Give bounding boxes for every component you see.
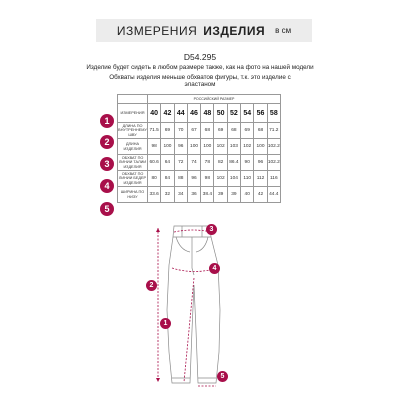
table-cell: 86.4 <box>227 155 240 171</box>
table-cell: 110 <box>241 171 254 187</box>
elastane-note-line1: Обхваты изделия меньше обхватов фигуры, т.к. это изделие с <box>109 74 291 81</box>
figure-marker-2: 2 <box>146 280 157 291</box>
inseam-measure-line <box>184 278 194 382</box>
row-label: ШИРИНА ПО НИЗУ <box>118 187 148 203</box>
table-cell: 72 <box>174 155 187 171</box>
pants-fly <box>192 237 194 275</box>
size-header: 48 <box>201 104 214 123</box>
table-cell: 102 <box>214 139 227 155</box>
table-cell: 102 <box>241 139 254 155</box>
table-cell: 96 <box>254 155 267 171</box>
table-cell: 68 <box>227 123 240 139</box>
figure-marker-3: 3 <box>206 224 217 235</box>
size-header: 58 <box>267 104 280 123</box>
table-cell: 69 <box>161 123 174 139</box>
table-cell: 102.2 <box>267 139 280 155</box>
table-cell: 71.2 <box>267 123 280 139</box>
pants-pocket <box>196 237 208 252</box>
table-cell: 69 <box>214 123 227 139</box>
table-cell: 34 <box>174 187 187 203</box>
size-header: 40 <box>148 104 161 123</box>
table-cell: 74 <box>187 155 200 171</box>
elastane-note-line2: эластаном <box>184 81 216 89</box>
table-cell: 103 <box>227 139 240 155</box>
table-cell: 112 <box>254 171 267 187</box>
row-number-badge: 5 <box>100 202 114 216</box>
row-label: ДЛИНА ИЗДЕЛИЯ <box>118 139 148 155</box>
table-cell: 42 <box>254 187 267 203</box>
table-cell: 70 <box>174 123 187 139</box>
pants-pocket <box>176 237 190 252</box>
table-cell: 71.5 <box>148 123 161 139</box>
fit-note: Изделие будет сидеть в любом размере также, как на фото на нашей модели <box>86 64 314 71</box>
table-cell: 39 <box>227 187 240 203</box>
table-cell: 84 <box>161 171 174 187</box>
size-header: 50 <box>214 104 227 123</box>
title-measurements: ИЗМЕРЕНИЯ <box>116 23 198 38</box>
title-unit: в см <box>275 26 292 35</box>
table-cell: 32 <box>161 187 174 203</box>
table-cell: 102 <box>214 171 227 187</box>
table-cell: 98 <box>148 139 161 155</box>
table-cell: 33.6 <box>148 187 161 203</box>
table-cell: 100 <box>254 139 267 155</box>
size-header: 52 <box>227 104 240 123</box>
table-cell: 69 <box>241 123 254 139</box>
row-number-badge: 4 <box>100 179 114 193</box>
figure-marker-5: 5 <box>217 371 228 382</box>
table-cell: 82 <box>214 155 227 171</box>
size-header: 56 <box>254 104 267 123</box>
size-header: 42 <box>161 104 174 123</box>
table-cell: 100 <box>201 139 214 155</box>
table-cell: 38.4 <box>201 187 214 203</box>
size-header: 54 <box>241 104 254 123</box>
title-product: ИЗДЕЛИЯ <box>203 23 266 38</box>
table-cell: 44.4 <box>267 187 280 203</box>
row-label: ОБХВАТ ПО ЛИНИИ ТАЛИИ ИЗДЕЛИЯ <box>118 155 147 169</box>
table-cell: 104 <box>227 171 240 187</box>
table-cell: 68 <box>201 123 214 139</box>
table-cell: 36 <box>187 187 200 203</box>
row-label: ОБХВАТ ПО ЛИНИИ БЕДЕР ИЗДЕЛИЯ <box>118 171 147 185</box>
table-cell: 96 <box>174 139 187 155</box>
arrow-down-icon <box>156 378 160 382</box>
table-cell: 116 <box>267 171 280 187</box>
size-header: 44 <box>174 104 187 123</box>
row-number-badge: 3 <box>100 157 114 171</box>
arrow-up-icon <box>156 228 160 232</box>
pants-outline <box>167 237 220 383</box>
table-cell: 67 <box>187 123 200 139</box>
row-label: ДЛИНА ПО ВНУТРЕННЕМУ ШВУ <box>118 123 147 137</box>
table-cell: 102.2 <box>267 155 280 171</box>
row-number-badge: 2 <box>100 135 114 149</box>
figure-marker-1: 1 <box>160 318 171 329</box>
table-cell: 60.6 <box>148 155 161 171</box>
table-cell: 80 <box>148 171 161 187</box>
article-number: D54.295 <box>183 52 217 62</box>
table-cell: 98 <box>201 171 214 187</box>
measurements-header: ИЗМЕРЕНИЯ <box>118 104 148 123</box>
table-cell: 40 <box>241 187 254 203</box>
table-cell: 78 <box>201 155 214 171</box>
table-cell: 39 <box>214 187 227 203</box>
table-cell: 88 <box>174 171 187 187</box>
figure-marker-4: 4 <box>209 263 220 274</box>
table-cell: 90 <box>241 155 254 171</box>
table-cell: 96 <box>187 171 200 187</box>
table-cell: 68 <box>254 123 267 139</box>
table-cell: 100 <box>161 139 174 155</box>
table-cell: 100 <box>187 139 200 155</box>
table-cell: 64 <box>161 155 174 171</box>
size-header: 46 <box>187 104 200 123</box>
russian-size-label: РОССИЙСКИЙ РАЗМЕР <box>148 95 281 104</box>
row-number-badge: 1 <box>100 114 114 128</box>
